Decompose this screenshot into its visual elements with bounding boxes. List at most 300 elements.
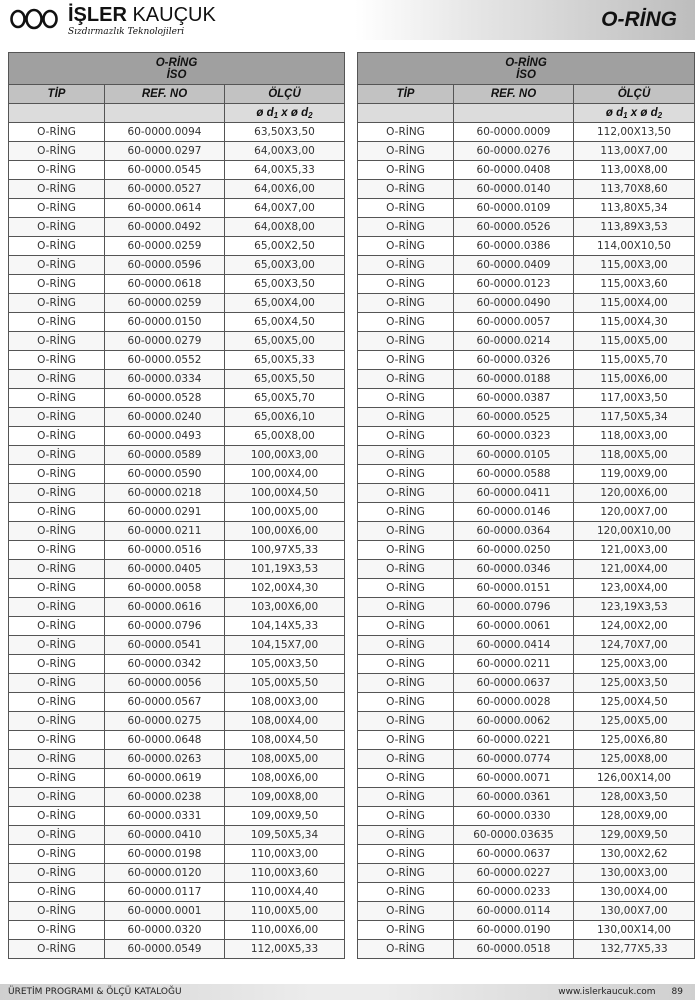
cell-tip: O-RİNG	[358, 180, 454, 199]
cell-ref-no: 60-0000.0250	[454, 541, 574, 560]
cell-olcu: 108,00X4,00	[225, 712, 345, 731]
cell-tip: O-RİNG	[9, 332, 105, 351]
cell-tip: O-RİNG	[9, 940, 105, 959]
cell-tip: O-RİNG	[358, 389, 454, 408]
cell-ref-no: 60-0000.0528	[105, 389, 225, 408]
cell-ref-no: 60-0000.0259	[105, 237, 225, 256]
cell-ref-no: 60-0000.0233	[454, 883, 574, 902]
cell-olcu: 65,00X8,00	[225, 427, 345, 446]
cell-olcu: 109,50X5,34	[225, 826, 345, 845]
cell-tip: O-RİNG	[358, 275, 454, 294]
table-row	[9, 560, 345, 579]
table-row	[358, 598, 695, 617]
cell-tip: O-RİNG	[358, 769, 454, 788]
cell-ref-no: 60-0000.0490	[454, 294, 574, 313]
cell-olcu: 124,00X2,00	[574, 617, 695, 636]
cell-ref-no: 60-0000.0334	[105, 370, 225, 389]
brand-bold: İŞLER	[68, 4, 127, 26]
table-row	[358, 541, 695, 560]
cell-olcu: 121,00X4,00	[574, 560, 695, 579]
table-row	[358, 864, 695, 883]
cell-olcu: 110,00X5,00	[225, 902, 345, 921]
cell-olcu: 132,77X5,33	[574, 940, 695, 959]
cell-tip: O-RİNG	[9, 750, 105, 769]
cell-ref-no: 60-0000.0114	[454, 902, 574, 921]
cell-olcu: 126,00X14,00	[574, 769, 695, 788]
cell-tip: O-RİNG	[358, 902, 454, 921]
table-row	[9, 351, 345, 370]
cell-tip: O-RİNG	[9, 408, 105, 427]
cell-tip: O-RİNG	[9, 655, 105, 674]
cell-olcu: 115,00X3,00	[574, 256, 695, 275]
table-row	[9, 408, 345, 427]
table-row	[358, 313, 695, 332]
cell-tip: O-RİNG	[9, 522, 105, 541]
cell-olcu: 109,00X9,50	[225, 807, 345, 826]
cell-olcu: 110,00X4,40	[225, 883, 345, 902]
cell-olcu: 125,00X6,80	[574, 731, 695, 750]
cell-ref-no: 60-0000.0589	[105, 446, 225, 465]
cell-olcu: 125,00X4,50	[574, 693, 695, 712]
cell-ref-no: 60-0000.0409	[454, 256, 574, 275]
cell-olcu: 120,00X7,00	[574, 503, 695, 522]
cell-tip: O-RİNG	[9, 769, 105, 788]
cell-ref-no: 60-0000.0221	[454, 731, 574, 750]
cell-ref-no: 60-0000.0150	[105, 313, 225, 332]
cell-ref-no: 60-0000.0527	[105, 180, 225, 199]
dim-header: ø $d_1$ x ø $d_2$	[574, 104, 695, 123]
page-title: O-RİNG	[601, 8, 677, 31]
cell-olcu: 110,00X6,00	[225, 921, 345, 940]
group-line-1: O-RİNG	[155, 56, 198, 69]
cell-tip: O-RİNG	[358, 807, 454, 826]
cell-olcu: 100,97X5,33	[225, 541, 345, 560]
col-header-ref: REF. NO	[454, 85, 574, 104]
table-row	[9, 864, 345, 883]
table-row	[9, 921, 345, 940]
cell-ref-no: 60-0000.0525	[454, 408, 574, 427]
cell-ref-no: 60-0000.0588	[454, 465, 574, 484]
table-row	[358, 826, 695, 845]
cell-olcu: 64,00X6,00	[225, 180, 345, 199]
col-header-tip: TİP	[358, 85, 454, 104]
cell-olcu: 123,00X4,00	[574, 579, 695, 598]
table-row	[9, 313, 345, 332]
table-row	[9, 370, 345, 389]
cell-tip: O-RİNG	[358, 370, 454, 389]
cell-tip: O-RİNG	[9, 237, 105, 256]
table-row	[358, 199, 695, 218]
table-row	[9, 389, 345, 408]
cell-olcu: 125,00X8,00	[574, 750, 695, 769]
cell-olcu: 123,19X3,53	[574, 598, 695, 617]
table-row	[9, 598, 345, 617]
table-row	[358, 560, 695, 579]
table-row	[9, 503, 345, 522]
cell-tip: O-RİNG	[9, 617, 105, 636]
cell-olcu: 125,00X3,00	[574, 655, 695, 674]
table-row	[358, 275, 695, 294]
cell-tip: O-RİNG	[358, 161, 454, 180]
cell-tip: O-RİNG	[9, 693, 105, 712]
cell-olcu: 65,00X3,00	[225, 256, 345, 275]
table-row	[358, 351, 695, 370]
group-line-1: O-RİNG	[505, 56, 547, 69]
cell-tip: O-RİNG	[9, 674, 105, 693]
cell-ref-no: 60-0000.0218	[105, 484, 225, 503]
cell-ref-no: 60-0000.0346	[454, 560, 574, 579]
company-logo	[10, 4, 240, 44]
table-row	[358, 446, 695, 465]
cell-olcu: 108,00X5,00	[225, 750, 345, 769]
table-row	[9, 199, 345, 218]
table-row	[358, 161, 695, 180]
cell-olcu: 110,00X3,00	[225, 845, 345, 864]
table-row	[358, 845, 695, 864]
cell-tip: O-RİNG	[9, 541, 105, 560]
table-row	[9, 807, 345, 826]
table-row	[358, 522, 695, 541]
cell-olcu: 110,00X3,60	[225, 864, 345, 883]
cell-tip: O-RİNG	[358, 731, 454, 750]
cell-olcu: 120,00X6,00	[574, 484, 695, 503]
cell-olcu: 130,00X3,00	[574, 864, 695, 883]
brand-tagline: Sızdırmazlık Teknolojileri	[68, 27, 185, 37]
cell-olcu: 64,00X3,00	[225, 142, 345, 161]
cell-tip: O-RİNG	[9, 256, 105, 275]
table-row	[9, 788, 345, 807]
cell-tip: O-RİNG	[358, 446, 454, 465]
cell-ref-no: 60-0000.0616	[105, 598, 225, 617]
cell-ref-no: 60-0000.0259	[105, 294, 225, 313]
cell-tip: O-RİNG	[358, 408, 454, 427]
cell-tip: O-RİNG	[358, 788, 454, 807]
cell-olcu: 119,00X9,00	[574, 465, 695, 484]
cell-ref-no: 60-0000.0297	[105, 142, 225, 161]
oring-table-left	[8, 52, 345, 959]
cell-olcu: 65,00X5,00	[225, 332, 345, 351]
table-row	[358, 693, 695, 712]
cell-olcu: 100,00X6,00	[225, 522, 345, 541]
cell-tip: O-RİNG	[9, 199, 105, 218]
table-row	[358, 712, 695, 731]
cell-olcu: 104,15X7,00	[225, 636, 345, 655]
table-row	[9, 769, 345, 788]
cell-ref-no: 60-0000.0291	[105, 503, 225, 522]
cell-ref-no: 60-0000.0331	[105, 807, 225, 826]
cell-ref-no: 60-0000.0518	[454, 940, 574, 959]
cell-ref-no: 60-0000.0387	[454, 389, 574, 408]
cell-tip: O-RİNG	[9, 123, 105, 142]
cell-tip: O-RİNG	[358, 617, 454, 636]
table-row	[9, 674, 345, 693]
cell-tip: O-RİNG	[9, 636, 105, 655]
table-row	[358, 788, 695, 807]
cell-olcu: 125,00X5,00	[574, 712, 695, 731]
table-row	[358, 389, 695, 408]
cell-ref-no: 60-0000.0567	[105, 693, 225, 712]
table-row	[9, 484, 345, 503]
table-row	[9, 446, 345, 465]
cell-ref-no: 60-0000.0057	[454, 313, 574, 332]
table-row	[9, 579, 345, 598]
cell-olcu: 100,00X4,00	[225, 465, 345, 484]
cell-tip: O-RİNG	[9, 484, 105, 503]
cell-tip: O-RİNG	[9, 883, 105, 902]
cell-olcu: 121,00X3,00	[574, 541, 695, 560]
cell-olcu: 124,70X7,00	[574, 636, 695, 655]
cell-ref-no: 60-0000.0211	[105, 522, 225, 541]
cell-ref-no: 60-0000.0590	[105, 465, 225, 484]
table-row	[358, 408, 695, 427]
cell-ref-no: 60-0000.0001	[105, 902, 225, 921]
cell-ref-no: 60-0000.0214	[454, 332, 574, 351]
table-row	[358, 769, 695, 788]
cell-tip: O-RİNG	[9, 503, 105, 522]
cell-ref-no: 60-0000.0405	[105, 560, 225, 579]
table-row	[358, 636, 695, 655]
table-group-header	[358, 53, 695, 85]
table-row	[358, 256, 695, 275]
cell-ref-no: 60-0000.0238	[105, 788, 225, 807]
cell-ref-no: 60-0000.0410	[105, 826, 225, 845]
cell-ref-no: 60-0000.03635	[454, 826, 574, 845]
col-header-olcu: ÖLÇÜ	[225, 85, 345, 104]
cell-tip: O-RİNG	[9, 902, 105, 921]
cell-ref-no: 60-0000.0516	[105, 541, 225, 560]
table-row	[9, 617, 345, 636]
cell-ref-no: 60-0000.0123	[454, 275, 574, 294]
cell-tip: O-RİNG	[9, 218, 105, 237]
cell-ref-no: 60-0000.0493	[105, 427, 225, 446]
cell-olcu: 120,00X10,00	[574, 522, 695, 541]
table-row	[9, 161, 345, 180]
cell-tip: O-RİNG	[358, 845, 454, 864]
cell-ref-no: 60-0000.0364	[454, 522, 574, 541]
cell-ref-no: 60-0000.0071	[454, 769, 574, 788]
table-row	[9, 655, 345, 674]
cell-olcu: 104,14X5,33	[225, 617, 345, 636]
cell-ref-no: 60-0000.0320	[105, 921, 225, 940]
cell-olcu: 64,00X7,00	[225, 199, 345, 218]
cell-olcu: 105,00X5,50	[225, 674, 345, 693]
footer-right	[542, 987, 683, 997]
cell-olcu: 112,00X5,33	[225, 940, 345, 959]
cell-olcu: 118,00X5,00	[574, 446, 695, 465]
cell-tip: O-RİNG	[9, 807, 105, 826]
table-row	[358, 750, 695, 769]
brand-name	[68, 4, 216, 26]
cell-olcu: 113,00X8,00	[574, 161, 695, 180]
table-row	[358, 294, 695, 313]
table-row	[9, 883, 345, 902]
table-row	[9, 142, 345, 161]
cell-tip: O-RİNG	[358, 864, 454, 883]
cell-olcu: 65,00X5,33	[225, 351, 345, 370]
cell-olcu: 130,00X2,62	[574, 845, 695, 864]
title-band	[355, 0, 695, 40]
logo-mark-icon	[10, 8, 58, 30]
cell-tip: O-RİNG	[358, 579, 454, 598]
cell-ref-no: 60-0000.0408	[454, 161, 574, 180]
cell-tip: O-RİNG	[9, 921, 105, 940]
cell-tip: O-RİNG	[9, 579, 105, 598]
cell-olcu: 130,00X14,00	[574, 921, 695, 940]
table-row	[358, 902, 695, 921]
cell-olcu: 109,00X8,00	[225, 788, 345, 807]
cell-ref-no: 60-0000.0056	[105, 674, 225, 693]
cell-tip: O-RİNG	[9, 275, 105, 294]
cell-olcu: 113,00X7,00	[574, 142, 695, 161]
cell-ref-no: 60-0000.0094	[105, 123, 225, 142]
cell-ref-no: 60-0000.0058	[105, 579, 225, 598]
table-row	[9, 541, 345, 560]
table-row	[9, 826, 345, 845]
cell-ref-no: 60-0000.0105	[454, 446, 574, 465]
cell-ref-no: 60-0000.0342	[105, 655, 225, 674]
cell-olcu: 108,00X3,00	[225, 693, 345, 712]
table-row	[358, 218, 695, 237]
table-row	[9, 237, 345, 256]
footer-website-link[interactable]: www.islerkaucuk.com	[558, 987, 656, 997]
cell-olcu: 125,00X3,50	[574, 674, 695, 693]
table-row	[358, 883, 695, 902]
cell-olcu: 128,00X9,00	[574, 807, 695, 826]
cell-ref-no: 60-0000.0028	[454, 693, 574, 712]
footer-catalog-title: ÜRETİM PROGRAMI & ÖLÇÜ KATALOĞU	[8, 987, 182, 997]
cell-tip: O-RİNG	[358, 484, 454, 503]
cell-olcu: 113,80X5,34	[574, 199, 695, 218]
cell-olcu: 65,00X4,00	[225, 294, 345, 313]
cell-ref-no: 60-0000.0061	[454, 617, 574, 636]
cell-olcu: 100,00X4,50	[225, 484, 345, 503]
table-row	[9, 522, 345, 541]
col-header-tip: TİP	[9, 85, 105, 104]
cell-olcu: 115,00X5,70	[574, 351, 695, 370]
cell-ref-no: 60-0000.0549	[105, 940, 225, 959]
cell-olcu: 130,00X7,00	[574, 902, 695, 921]
cell-ref-no: 60-0000.0227	[454, 864, 574, 883]
cell-olcu: 65,00X6,10	[225, 408, 345, 427]
cell-ref-no: 60-0000.0526	[454, 218, 574, 237]
cell-ref-no: 60-0000.0411	[454, 484, 574, 503]
table-row	[9, 332, 345, 351]
table-row	[358, 484, 695, 503]
cell-tip: O-RİNG	[9, 427, 105, 446]
cell-tip: O-RİNG	[358, 237, 454, 256]
table-row	[358, 370, 695, 389]
cell-ref-no: 60-0000.0263	[105, 750, 225, 769]
table-row	[9, 845, 345, 864]
cell-ref-no: 60-0000.0774	[454, 750, 574, 769]
cell-olcu: 115,00X6,00	[574, 370, 695, 389]
oring-table-right	[357, 52, 695, 959]
cell-tip: O-RİNG	[358, 142, 454, 161]
cell-tip: O-RİNG	[358, 560, 454, 579]
table-row	[9, 123, 345, 142]
cell-ref-no: 60-0000.0211	[454, 655, 574, 674]
cell-tip: O-RİNG	[358, 655, 454, 674]
table-row	[9, 636, 345, 655]
col-header-ref: REF. NO	[105, 85, 225, 104]
cell-tip: O-RİNG	[358, 750, 454, 769]
table-row	[9, 902, 345, 921]
cell-tip: O-RİNG	[358, 427, 454, 446]
cell-tip: O-RİNG	[9, 370, 105, 389]
cell-tip: O-RİNG	[358, 313, 454, 332]
table-row	[358, 123, 695, 142]
cell-olcu: 101,19X3,53	[225, 560, 345, 579]
cell-ref-no: 60-0000.0240	[105, 408, 225, 427]
table-row	[358, 655, 695, 674]
cell-olcu: 65,00X2,50	[225, 237, 345, 256]
cell-ref-no: 60-0000.0492	[105, 218, 225, 237]
cell-ref-no: 60-0000.0062	[454, 712, 574, 731]
cell-ref-no: 60-0000.0140	[454, 180, 574, 199]
cell-olcu: 112,00X13,50	[574, 123, 695, 142]
cell-ref-no: 60-0000.0596	[105, 256, 225, 275]
cell-tip: O-RİNG	[9, 446, 105, 465]
cell-olcu: 113,70X8,60	[574, 180, 695, 199]
cell-ref-no: 60-0000.0276	[454, 142, 574, 161]
table-row	[358, 579, 695, 598]
cell-ref-no: 60-0000.0619	[105, 769, 225, 788]
group-line-2: İSO	[516, 68, 536, 81]
cell-olcu: 108,00X4,50	[225, 731, 345, 750]
table-row	[9, 256, 345, 275]
cell-ref-no: 60-0000.0117	[105, 883, 225, 902]
cell-ref-no: 60-0000.0009	[454, 123, 574, 142]
cell-ref-no: 60-0000.0198	[105, 845, 225, 864]
table-row	[9, 275, 345, 294]
footer	[0, 984, 695, 1000]
cell-olcu: 114,00X10,50	[574, 237, 695, 256]
cell-tip: O-RİNG	[358, 826, 454, 845]
cell-tip: O-RİNG	[358, 712, 454, 731]
cell-olcu: 118,00X3,00	[574, 427, 695, 446]
cell-ref-no: 60-0000.0796	[454, 598, 574, 617]
cell-ref-no: 60-0000.0279	[105, 332, 225, 351]
cell-olcu: 64,00X8,00	[225, 218, 345, 237]
cell-tip: O-RİNG	[358, 883, 454, 902]
cell-tip: O-RİNG	[358, 940, 454, 959]
cell-tip: O-RİNG	[9, 731, 105, 750]
cell-olcu: 115,00X4,00	[574, 294, 695, 313]
cell-ref-no: 60-0000.0109	[454, 199, 574, 218]
cell-tip: O-RİNG	[358, 332, 454, 351]
cell-olcu: 64,00X5,33	[225, 161, 345, 180]
cell-ref-no: 60-0000.0326	[454, 351, 574, 370]
cell-tip: O-RİNG	[358, 294, 454, 313]
page-number: 89	[671, 987, 683, 997]
cell-olcu: 65,00X5,50	[225, 370, 345, 389]
col-header-olcu: ÖLÇÜ	[574, 85, 695, 104]
cell-tip: O-RİNG	[9, 351, 105, 370]
cell-olcu: 117,50X5,34	[574, 408, 695, 427]
cell-tip: O-RİNG	[358, 351, 454, 370]
cell-ref-no: 60-0000.0190	[454, 921, 574, 940]
table-row	[9, 731, 345, 750]
table-row	[358, 237, 695, 256]
table-row	[358, 427, 695, 446]
table-row	[9, 750, 345, 769]
cell-tip: O-RİNG	[9, 788, 105, 807]
cell-tip: O-RİNG	[358, 503, 454, 522]
cell-ref-no: 60-0000.0323	[454, 427, 574, 446]
cell-ref-no: 60-0000.0796	[105, 617, 225, 636]
cell-ref-no: 60-0000.0151	[454, 579, 574, 598]
cell-ref-no: 60-0000.0648	[105, 731, 225, 750]
